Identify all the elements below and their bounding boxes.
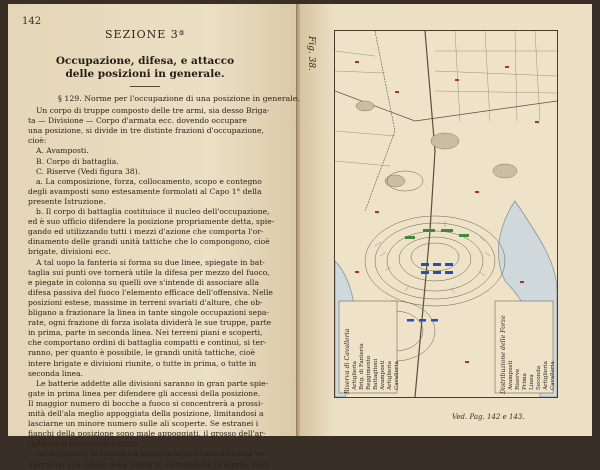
body-line: ed è suo ufficio difendere la posizione propriamente detta, spie-	[28, 217, 275, 227]
body-line: B. Corpo di battaglia.	[36, 156, 119, 166]
legend-item: Seconda	[536, 365, 542, 390]
body-line: A. Avamposti.	[36, 146, 89, 156]
body-line: dinamento delle grandi unità tattiche che lo compongono, cioè	[28, 237, 270, 247]
body-line: cioè:	[28, 136, 47, 146]
body-line: gando ed utilizzando tutti i mezzi d'azione che comporta l'or-	[28, 227, 264, 237]
legend-item: Linea	[529, 374, 535, 390]
page-number: 142	[22, 16, 42, 27]
legend-left-title: Riserva di Cavalleria	[344, 328, 351, 394]
legend-item: Artiglieria	[387, 360, 393, 390]
body-line: C. Riserve (Vedi figura 38).	[36, 166, 141, 176]
body-line: difesa passiva del fuoco l'elemento efficace dell'offensiva. Nelle	[28, 287, 273, 297]
body-line: b. Il corpo di battaglia costituisce il nucleo dell'occupazione,	[36, 207, 270, 216]
body-line: una posizione, si divide in tre distinte frazioni d'occupazione,	[28, 126, 264, 136]
body-line: presente Istruzione.	[28, 196, 106, 206]
legend-item: Prima	[522, 373, 528, 390]
legend-item: Battaglioni	[373, 358, 379, 390]
body-line: e piegate in colonna su quelli ove s'intende di associare alla	[28, 277, 260, 287]
body-line: Un corpo di truppe composto delle tre armi, sia desso Briga-	[36, 106, 270, 115]
chapter-title	[40, 55, 250, 81]
chapter-title-line-2: delle posizioni in generale.	[65, 68, 225, 80]
legend-item: Cavalleria	[394, 361, 400, 390]
legend-item: Artiglieria	[543, 360, 549, 390]
body-line: rate, ogni frazione di forza isolata dividerà le sue truppe, parte	[28, 318, 272, 328]
body-line: tiglieria si riunisce al centro.	[28, 439, 140, 449]
legend-item: Artiglieria	[352, 360, 358, 390]
body-line: lasciarne un minore numero sulle ali scoperte. Se estranei i	[28, 419, 259, 429]
section-heading: SEZIONE 3ª	[105, 28, 185, 41]
body-line: gate in prima linea per difendere gli accessi della posizione.	[28, 388, 261, 398]
body-line: ta — Divisione — Corpo d'armata ecc. dovendo occupare	[28, 116, 247, 126]
body-line: brigate, divisioni ecc.	[28, 247, 111, 257]
body-line: glieranno alla difesa delle batterie, formandone la scorta, mas-	[28, 459, 271, 469]
woods	[356, 101, 517, 187]
main-road	[415, 31, 435, 397]
body-line: a. La composizione, forza, collocamento, scopo e contegno	[36, 176, 262, 186]
body-line: degli avamposti sono estesamente formolati al Capo 1° della	[28, 186, 262, 196]
legend-item: Brig. di Fanteria	[359, 343, 365, 390]
paragraph-heading: § 129. Norme per l'occupazione di una posizione in generale.	[58, 94, 300, 103]
map-drawing	[335, 31, 557, 397]
legend-right-title: Distribuzione delle Forze	[500, 315, 507, 394]
body-line: Gli squadroni di cavalleria leggiera addetti alle divisioni ve-	[36, 449, 267, 459]
battle-map	[334, 30, 558, 398]
body-line: in prima, parte in seconda linea. Nei terreni piani e scoperti,	[28, 328, 263, 338]
body-line: Le batterie addette alle divisioni saranno in gran parte spie-	[36, 378, 269, 388]
body-line: posizioni estese, massime in terreni svariati d'alture, che ob-	[28, 297, 263, 307]
body-line: taglia sui punti ove tornerà utile la difesa per mezzo del fuoco,	[28, 267, 270, 277]
body-line: che comportano ordini di battaglia compatti e continui, si ter-	[28, 338, 267, 348]
body-line: ranno, per quanto è possibile, le grandi unità tattiche, cioè	[28, 348, 256, 358]
legend-item: Avamposti	[508, 360, 514, 390]
body-line: fianchi della posizione sono male appoggiati, il grosso dell'ar-	[28, 429, 266, 439]
body-line: mità dell'ala meglio appoggiata della posizione, limitandosi a	[28, 409, 264, 418]
body-line: bligano a frazionare la linea in tante singole occupazioni sepa-	[28, 308, 269, 317]
title-divider	[130, 86, 160, 87]
legend-item: Cavalleria	[550, 361, 556, 390]
legend-item: Avamposti	[380, 360, 386, 390]
body-line: intere brigate e divisioni riunite, o tutte in prima, o tutte in	[28, 358, 257, 368]
legend-item: Riserve	[515, 368, 521, 390]
body-line: seconda linea.	[28, 368, 84, 378]
troops-second-line	[407, 263, 453, 322]
chapter-title-line-1: Occupazione, difesa, e attacco	[55, 55, 235, 67]
legend-item: Reggimento	[366, 355, 372, 390]
body-line: Il maggior numero di bocche a fuoco si concentrerà a prossi-	[28, 398, 263, 408]
body-line: A tal uopo la fanteria si forma su due linee, spiegate in bat-	[36, 257, 265, 267]
figure-label: Fig. 38.	[306, 36, 316, 71]
figure-caption: Ved. Pag. 142 e 143.	[452, 413, 525, 421]
